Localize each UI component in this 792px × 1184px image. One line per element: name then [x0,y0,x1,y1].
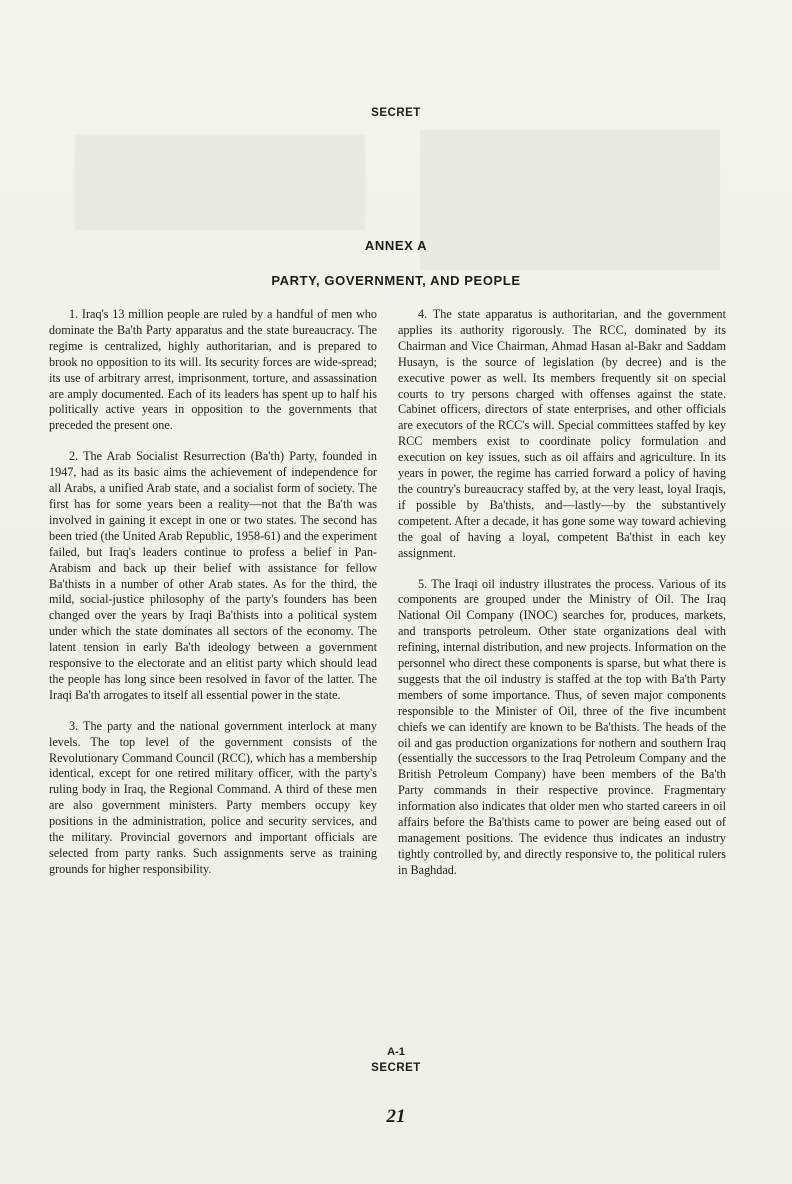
paragraph-3: 3. The party and the national government interlock at many levels. The top level of the government consists of the Revolutionary Command Council (RCC), which has a membership identical, except for one retired military officer, with the party's ruling body in Iraq, the Regional Command. A third of these men are also government ministers. Party members occupy key positions in the administration, police and security services, and the military. Provincial governors and important officials are selected from party ranks. Such assignments serve as training grounds for higher responsibility. [49,718,377,876]
classification-marking-bottom: SECRET [371,1062,421,1074]
page-number: 21 [386,1106,406,1127]
annex-title: ANNEX A [364,238,428,253]
bleed-through-text [75,135,365,230]
paragraph-1: 1. Iraq's 13 million people are ruled by a handful of men who dominate the Ba'th Party apparatus and the state bureaucracy. The regime is centralized, highly authoritarian, and is prepared to brook no opposition to its will. Its security forces are wide-spread; its use of arbitrary arrest, imprisonment, torture, and assassination are amply documented. Each of its leaders has spent up to half his politically active years in opposition to the governments that preceded the present one. [49,307,377,433]
right-column [398,307,726,894]
classification-marking-top: SECRET [371,107,421,119]
left-column [49,307,377,893]
paragraph-5: 5. The Iraqi oil industry illustrates the process. Various of its components are grouped under the Ministry of Oil. The Iraq National Oil Company (INOC) searches for, produces, markets, and transports petroleum. Other state organizations deal with refining, internal distribution, and new projects. Information on the personnel who direct these components is sparse, but what there is suggests that the oil industry is staffed at the top with Ba'th Party members of some importance. Thus, of seven major components responsible to the Minister of Oil, three of the five incumbent chiefs we can identify are known to be Ba'thists. The heads of the oil and gas production organizations for nothern and southern Iraq (essentially the successors to the Iraq Petroleum Company and the British Petroleum Company) have been members of the Ba'th Party commands in their respective province. Fragmentary information also indicates that older men who started careers in oil affairs before the Ba'thists came to power are being eased out of management positions. The evidence thus indicates an industry tightly controlled by, and directly responsive to, the political rulers in Baghdad. [398,576,726,877]
paragraph-4: 4. The state apparatus is authoritarian, and the government applies its authority rigorously. The RCC, dominated by its Chairman and Vice Chairman, Ahmad Hasan al-Bakr and Saddam Husayn, is the source of legislation (by decree) and is the executive power as well. Its members frequently sit on special courts to try persons charged with offenses against the state. Cabinet officers, directors of state enterprises, and other officials are executors of the RCC's will. Special committees staffed by key RCC members exist to coordinate policy formulation and execution on key issues, such as oil affairs and agriculture. In its years in power, the regime has carried forward a policy of having the country's bureaucracy staffed by, at the very least, loyal Iraqis, if possible by Ba'thists, and—lastly—by the substantively competent. After a decade, it has gone some way toward achieving the goal of having a loyal, competent Ba'thist in each key assignment. [398,307,726,560]
annex-subtitle: PARTY, GOVERNMENT, AND PEOPLE [271,273,521,288]
annex-page-id: A-1 [387,1046,405,1058]
paragraph-2: 2. The Arab Socialist Resurrection (Ba'th) Party, founded in 1947, had as its basic aims the achievement of independence for all Arabs, a unified Arab state, and a socialist form of society. The first has for some years been a reality—not that the Ba'th was involved in gaining it except in one or two states. The second has been tried (the United Arab Republic, 1958-61) and the experiment failed, but Iraq's leaders continue to profess a belief in Pan-Arabism and back up their belief with assistance for fellow Ba'thists in a number of other Arab states. As for the third, the mild, social-justice philosophy of the party's founders has been changed over the years by Iraqi Ba'thists into a political system under which the state dominates all sectors of the economy. The latent tension in early Ba'th ideology between a government responsive to the electorate and an elitist party which should lead the people has long since been resolved in favor of the latter. The Iraqi Ba'th arrogates to itself all essential power in the state. [49,449,377,702]
